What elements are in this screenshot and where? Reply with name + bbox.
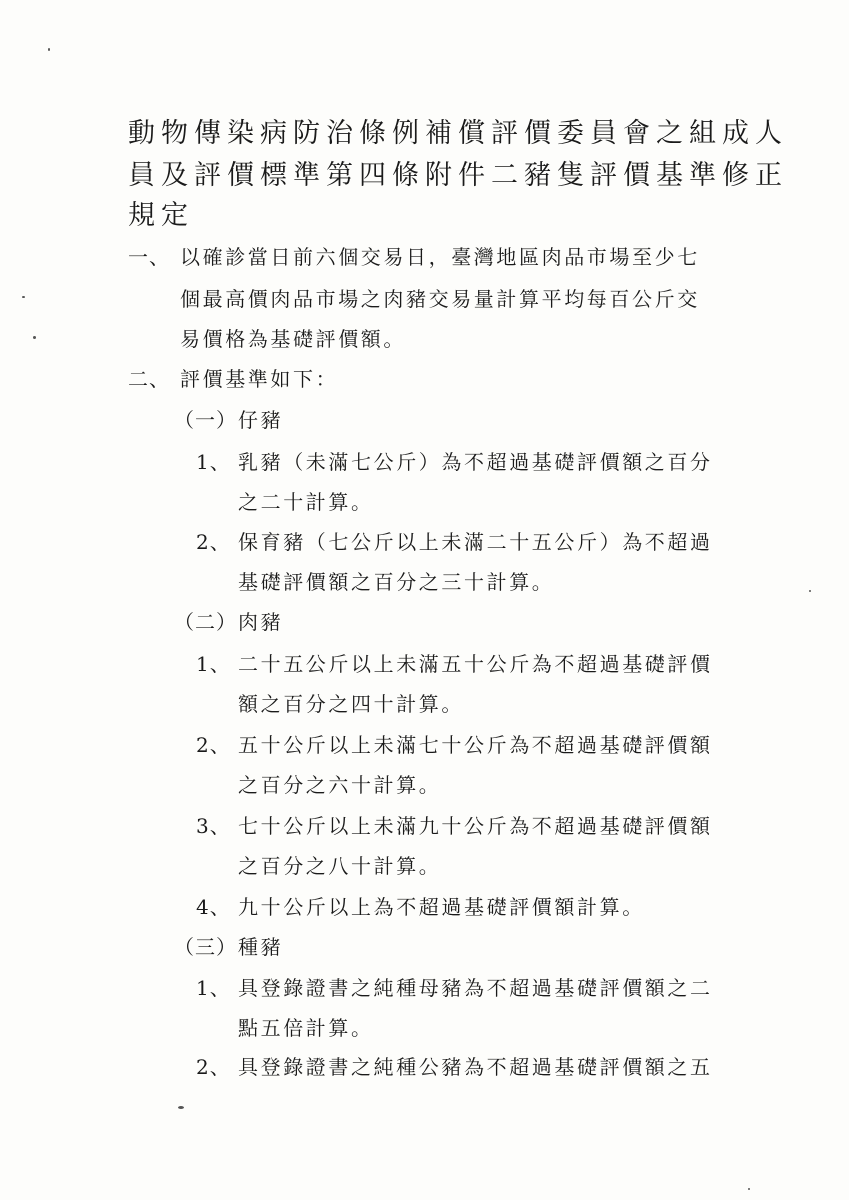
subsection-2-item-1-line-2: 額之百分之四十計算。 — [238, 692, 464, 716]
section-1-line-3: 易價格為基礎評價額。 — [180, 327, 406, 351]
subsection-2-item-4-line-1: 九十公斤以上為不超過基礎評價額計算。 — [238, 895, 645, 919]
subsection-1-item-2-line-1: 保育豬（七公斤以上未滿二十五公斤）為不超過 — [238, 530, 713, 554]
scan-speck — [48, 48, 50, 51]
subsection-2-item-3-line-1: 七十公斤以上未滿九十公斤為不超過基礎評價額 — [238, 814, 713, 838]
subsection-3-item-1-line-1: 具登錄證書之純種母豬為不超過基礎評價額之二 — [238, 976, 713, 1000]
document-title-line-1: 動物傳染病防治條例補償評價委員會之組成人 — [128, 118, 788, 149]
subsection-3-label: 種豬 — [238, 935, 284, 959]
scan-speck — [809, 590, 811, 592]
subsection-3-item-2-marker: 2、 — [196, 1055, 231, 1079]
subsection-1-item-2-line-2: 基礎評價額之百分之三十計算。 — [238, 570, 555, 594]
subsection-1-item-2-marker: 2、 — [196, 530, 231, 554]
subsection-2-item-3-line-2: 之百分之八十計算。 — [238, 854, 442, 878]
subsection-2-item-2-line-2: 之百分之六十計算。 — [238, 773, 442, 797]
subsection-3-item-1-marker: 1、 — [196, 976, 231, 1000]
section-2-line-1: 評價基準如下： — [180, 367, 339, 391]
scan-speck — [33, 336, 36, 339]
subsection-2-marker: （二） — [174, 610, 237, 634]
document-title-line-2: 員及評價標準第四條附件二豬隻評價基準修正 — [128, 160, 788, 191]
section-1-marker: 一、 — [128, 245, 170, 269]
subsection-1-marker: （一） — [174, 408, 237, 432]
subsection-2-item-3-marker: 3、 — [196, 814, 231, 838]
section-1-line-1: 以確診當日前六個交易日，臺灣地區肉品市場至少七 — [180, 245, 700, 269]
subsection-2-item-2-marker: 2、 — [196, 733, 231, 757]
scan-speck — [22, 296, 25, 298]
subsection-2-label: 肉豬 — [238, 610, 284, 634]
subsection-2-item-4-marker: 4、 — [196, 895, 231, 919]
document-title-line-3: 規定 — [128, 200, 194, 231]
subsection-1-item-1-line-1: 乳豬（未滿七公斤）為不超過基礎評價額之百分 — [238, 450, 713, 474]
subsection-1-label: 仔豬 — [238, 408, 284, 432]
subsection-2-item-2-line-1: 五十公斤以上未滿七十公斤為不超過基礎評價額 — [238, 733, 713, 757]
subsection-1-item-1-marker: 1、 — [196, 450, 231, 474]
section-2-marker: 二、 — [128, 367, 170, 391]
subsection-3-marker: （三） — [174, 935, 237, 959]
subsection-2-item-1-line-1: 二十五公斤以上未滿五十公斤為不超過基礎評價 — [238, 652, 713, 676]
subsection-2-item-1-marker: 1、 — [196, 652, 231, 676]
section-1-line-2: 個最高價肉品市場之肉豬交易量計算平均每百公斤交 — [180, 287, 700, 311]
scan-speck — [748, 1188, 750, 1190]
subsection-3-item-1-line-2: 點五倍計算。 — [238, 1016, 374, 1040]
scan-speck — [178, 1106, 184, 1109]
subsection-1-item-1-line-2: 之二十計算。 — [238, 490, 374, 514]
subsection-3-item-2-line-1: 具登錄證書之純種公豬為不超過基礎評價額之五 — [238, 1055, 713, 1079]
